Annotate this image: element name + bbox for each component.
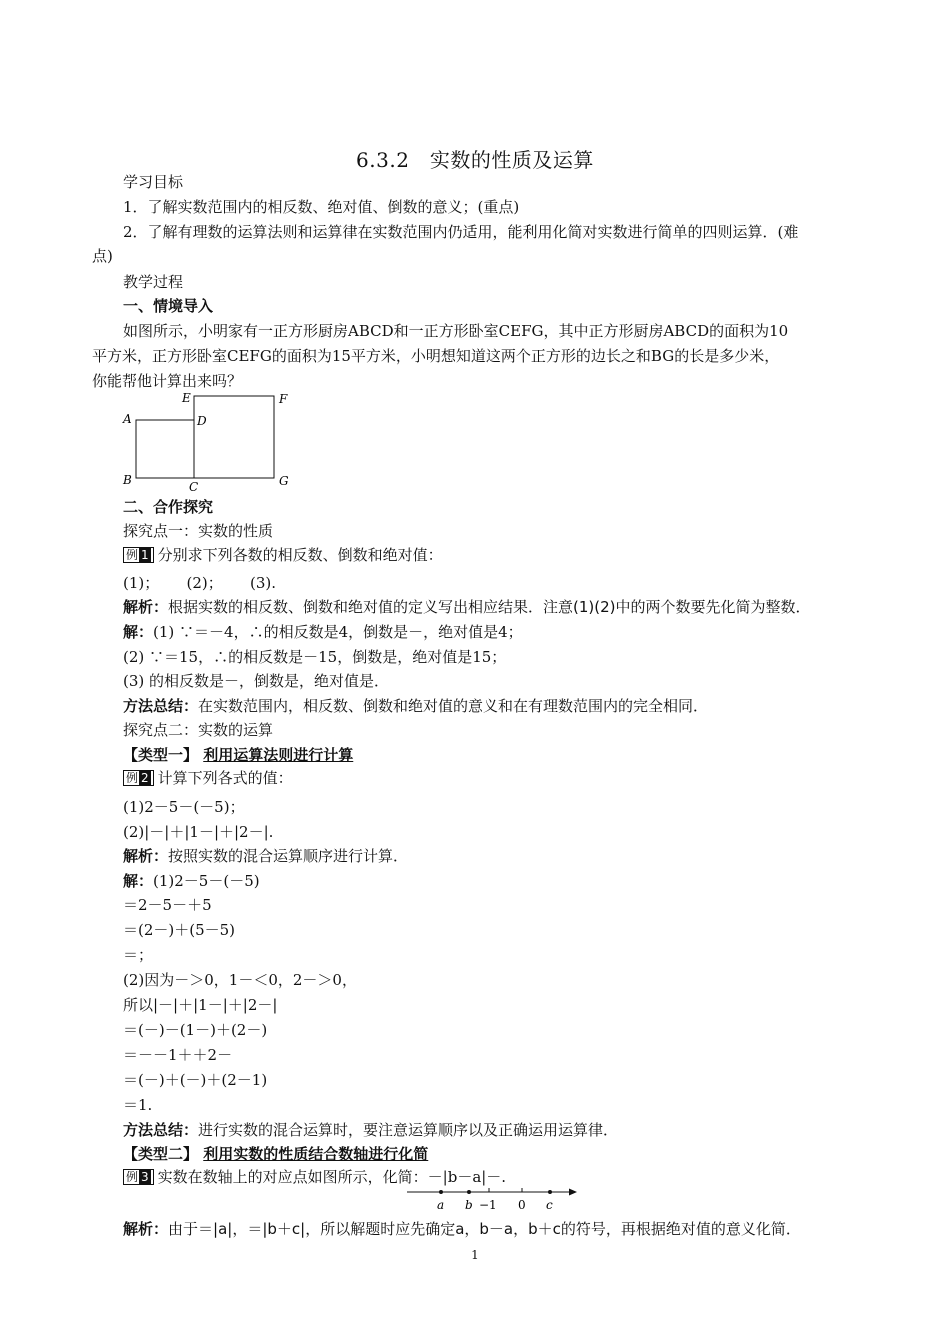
axis-label-a: a — [437, 1198, 445, 1212]
goal-2: 2．了解有理数的运算法则和运算律在实数范围内仍适用，能利用化简对实数进行简单的四则运算．(难 — [123, 223, 799, 241]
example-2a: (1)2－5－(－5)； — [123, 798, 245, 816]
analysis-3: 解析：由于＝|a|，＝|b＋c|，所以解题时应先确定a，b－a，b＋c的符号，再根据绝对值的意义化简． — [123, 1220, 801, 1238]
example-badge: 例 3 — [123, 1169, 154, 1185]
solution-2-line: ＝2－5－＋5 — [123, 896, 212, 914]
solution-1a: 解：(1) ∵＝－4，∴的相反数是4，倒数是－，绝对值是4； — [123, 623, 523, 641]
solution-2-line: 解：(1)2－5－(－5) — [123, 872, 260, 890]
figure-label-f: F — [279, 392, 288, 406]
axis-label-c: c — [546, 1198, 553, 1212]
intro-line-3: 你能帮他计算出来吗？ — [92, 372, 243, 390]
solution-2-line: ＝(2－)＋(5－5) — [123, 921, 236, 939]
solution-2-line: ＝(－)－(1－)＋(2－) — [123, 1021, 268, 1039]
figure-label-e: E — [182, 391, 191, 405]
example-1-items: (1)； (2)； (3). — [123, 574, 277, 592]
goal-2-continued: 点) — [92, 247, 113, 265]
figure-label-a: A — [123, 412, 132, 426]
axis-label-minus-one: −1 — [479, 1198, 497, 1212]
analysis-1: 解析：根据实数的相反数、倒数和绝对值的定义写出相应结果．注意(1)(2)中的两个数要先化简为整数． — [123, 598, 811, 616]
goal-1: 1．了解实数范围内的相反数、绝对值、倒数的意义；(重点) — [123, 198, 520, 216]
analysis-2: 解析：按照实数的混合运算顺序进行计算． — [123, 847, 409, 865]
example-badge: 例 2 — [123, 770, 154, 786]
figure-label-d: D — [197, 414, 207, 428]
solution-1b: (2) ∵＝15，∴的相反数是－15，倒数是，绝对值是15； — [123, 648, 507, 666]
solution-2-line: (2)因为－＞0，1－＜0，2－＞0， — [123, 971, 357, 989]
section-1-heading: 一、情境导入 — [123, 297, 214, 315]
figure-label-c: C — [189, 480, 199, 492]
example-1: 例 1 分别求下列各数的相反数、倒数和绝对值： — [123, 545, 443, 565]
intro-line-2: 平方米，正方形卧室CEFG的面积为15平方米，小明想知道这两个正方形的边长之和BG的长是多少米， — [92, 347, 780, 365]
section-2-heading: 二、合作探究 — [123, 498, 214, 516]
solution-2-line: ＝－－1＋＋2－ — [123, 1046, 233, 1064]
figure-label-b: B — [123, 473, 132, 487]
solution-2-line: 所以|－|＋|1－|＋|2－| — [123, 996, 278, 1014]
axis-label-zero: 0 — [518, 1198, 526, 1212]
method-summary-2: 方法总结：进行实数的混合运算时，要注意运算顺序以及正确运用运算律． — [123, 1121, 619, 1139]
solution-2-line: ＝； — [123, 946, 154, 964]
goals-heading: 学习目标 — [123, 173, 184, 191]
method-summary-1: 方法总结：在实数范围内，相反数、倒数和绝对值的意义和在有理数范围内的完全相同． — [123, 697, 709, 715]
point-1-heading: 探究点一：实数的性质 — [123, 522, 274, 540]
example-2: 例 2 计算下列各式的值： — [123, 768, 293, 788]
example-badge: 例 1 — [123, 547, 154, 563]
type-1-heading: 【类型一】 利用运算法则进行计算 — [123, 746, 354, 764]
solution-2-line: ＝1. — [123, 1096, 153, 1114]
page-number: 1 — [471, 1248, 479, 1262]
solution-1c: (3) 的相反数是－，倒数是，绝对值是． — [123, 672, 390, 690]
example-3: 例 3 实数在数轴上的对应点如图所示，化简：－|b－a|－. — [123, 1167, 506, 1187]
example-2b: (2)|－|＋|1－|＋|2－|. — [123, 823, 274, 841]
type-2-heading: 【类型二】 利用实数的性质结合数轴进行化简 — [123, 1145, 429, 1163]
process-heading: 教学过程 — [123, 273, 184, 291]
number-line — [405, 1184, 580, 1216]
axis-label-b: b — [465, 1198, 473, 1212]
squares-figure — [118, 388, 298, 492]
figure-label-g: G — [279, 474, 289, 488]
intro-line-1: 如图所示，小明家有一正方形厨房ABCD和一正方形卧室CEFG，其中正方形厨房ABCD的面积为10 — [123, 322, 789, 340]
page-title: 6.3.2 实数的性质及运算 — [356, 148, 594, 172]
point-2-heading: 探究点二：实数的运算 — [123, 721, 274, 739]
solution-2-line: ＝(－)＋(－)＋(2－1) — [123, 1071, 268, 1089]
